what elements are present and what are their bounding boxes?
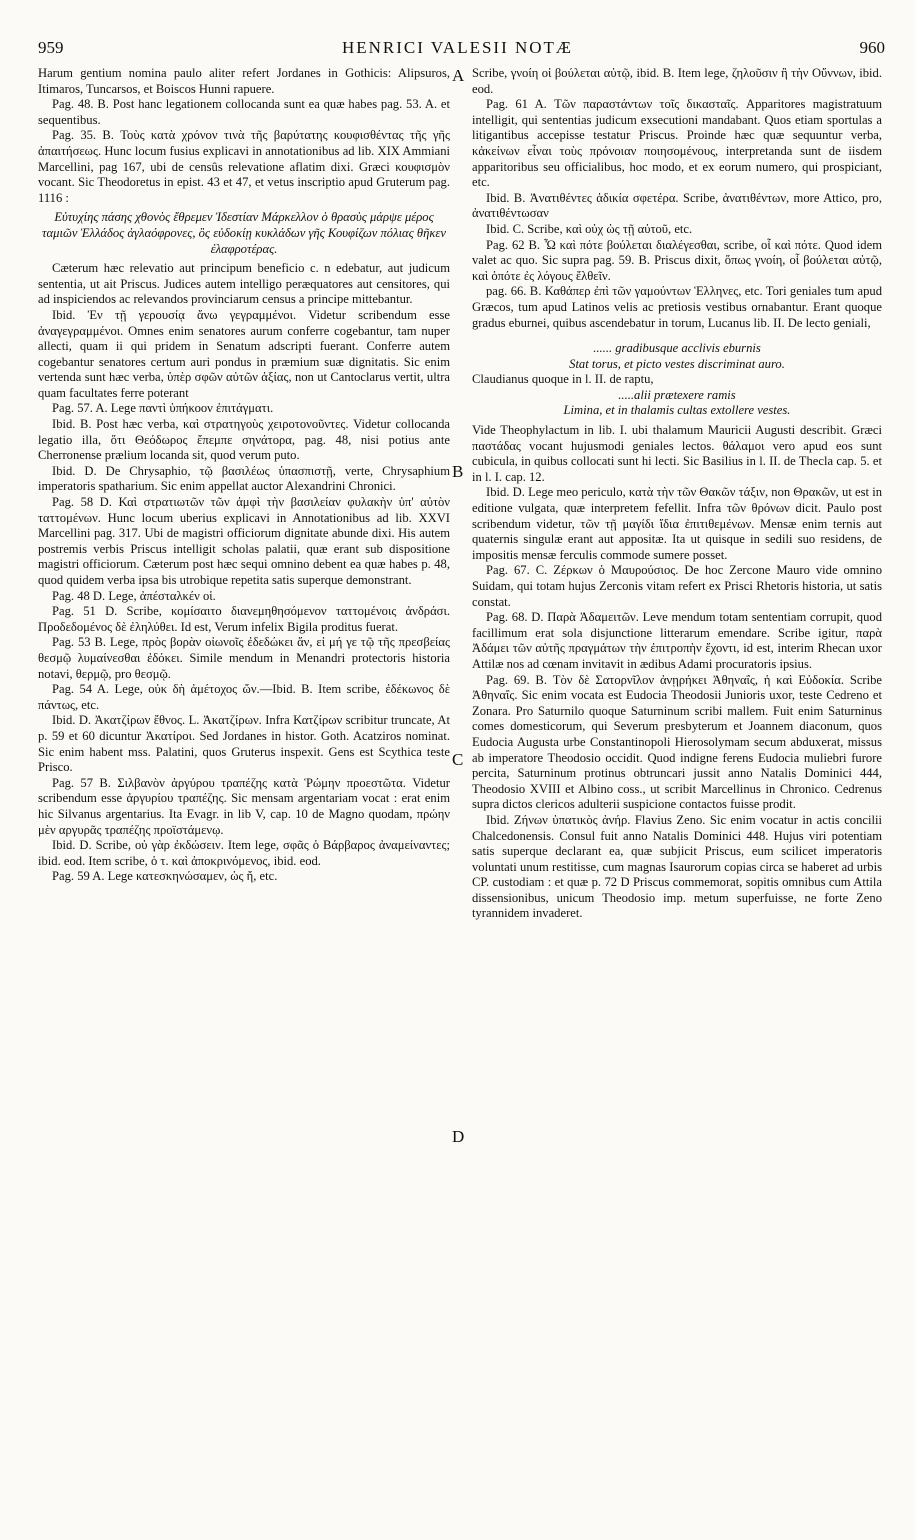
note-paragraph: Ibid. D. Lege meo periculo, κατὰ τὴν τῶν Θακῶν τάξιν, non Θρακῶν, ut est in editione vulgata, quæ interpretem fefellit. Infra τῶν θρόνων dicit. Paulo post scribendum videtur, τῶν τῇ μαγίδι ἴδια ἐπιτιθεμένων. Mensæ enim ternis aut quaternis singulæ erant aut appositæ. Ita ut quisque in sedili suo residens, de impositis mensæ ferculis commode sumere posset. [472,485,882,562]
note-paragraph: Ibid. C. Scribe, καὶ οὐχ ὡς τῇ αὐτοῦ, etc. [486,221,693,236]
verse-line: Stat torus, et picto vestes discriminat auro. [569,356,785,371]
margin-letter-b: B [452,462,464,481]
note-paragraph: Ibid. Ἐν τῇ γερουσίᾳ ἄνω γεγραμμένοι. Videtur scribendum esse ἀναγεγραμμένοι. Omnes enim senatores aurum conferre cogebantur, tam nuper allecti, quam ii qui pridem in Senatum adscripti fuerant. Conferre autem cogebantur senatores certum auri pondus in præmium suæ dignitatis. Sic enim vertenda sunt hæc verba, ὑπὲρ σφῶν αὐτῶν ἀξίας, non ut Cantoclarus vertit, ultra quam facultates ferre poterant [38,307,450,400]
note-paragraph: Pag. 57. A. Lege παντὶ ὑπήκοον ἐπιτάγματι. [52,401,274,416]
note-paragraph: Pag. 51 D. Scribe, κομίσαιτο διανεμηθησόμενον ταττομένοις ἀνδράσι. Προδεδομένος δὲ ἐληλύθει. Id est, Verum infelix Bigila proditus fuerat. [38,604,450,634]
note-paragraph: Pag. 59 A. Lege κατεσκηνώσαμεν, ὡς ἤ, etc. [52,869,278,884]
note-paragraph: Pag. 58 D. Καὶ στρατιωτῶν τῶν ἀμφὶ τὴν βασιλείαν φυλακὴν ὑπ' αὐτὸν ταττομένων. Hunc locum uberius explicavi in Annotationibus ad lib. XXVI Marcellini pag. 317. Ubi de magistri officiorum dignitate abunde dixi. His autem postremis verbis Priscus intelligit scholas palatii, quæ erant sub dispositione magistri officiorum. Cæterum post hæc sequi omnino debent ea quæ habes p. 48, quod quidem verba ipsa bis utrobique repetita satis superque demonstrant. [38,495,450,587]
note-paragraph: Pag. 48 D. Lege, ἀπέσταλκέν οἱ. [52,588,216,603]
margin-letter-a: A [452,66,465,85]
verse-line: .....alii prætexere ramis [618,387,736,402]
margin-letter-d: D [452,1127,465,1146]
note-paragraph: Pag. 48. B. Post hanc legationem collocanda sunt ea quæ habes pag. 53. A. et sequentibus. [38,97,450,127]
running-title: HENRICI VALESII NOTÆ [341,38,574,57]
note-paragraph: Pag. 62 B. Ὦ καὶ πότε βούλεται διαλέγεσθαι, scribe, οἷ καὶ πότε. Quod idem valet ac quo. Sic supra pag. 59. B. Priscus dixit, ὅπως γνοίη, οἷ βούλεται αὐτῷ, καὶ ὁπότε ἐς λόγους ἔλθεῖν. [472,237,882,283]
page-number-left: 959 [38,38,64,57]
margin-letter-c: C [452,750,464,769]
running-header [0,38,915,62]
note-paragraph: Pag. 68. D. Παρὰ Ἀδαμειτῶν. Leve mendum totam sententiam corrupit, quod facillimum erat sola disjunctione litterarum emendare. Scribe igitur, παρὰ Ἀδάμει τῶν αὐτῆς πραγμάτων τὴν ἐπιτροπὴν ἔχοντι, id est, interim Rhecan uxor Attilæ nos ad cœnam invitavit in ædibus Adami procuratoris ipsius. [472,610,882,671]
right-column [472,66,882,922]
note-paragraph: Ibid. D. De Chrysaphio, τῷ βασιλέως ὑπασπιστῇ, verte, Chrysaphium imperatoris spatharium. Sic enim appellat auctor Alexandrini Chronici. [38,463,450,494]
note-paragraph: pag. 66. B. Καθάπερ ἐπὶ τῶν γαμούντων Ἑλληνες, etc. Tori geniales tum apud Græcos, tum apud Latinos velis ac pretiosis vestibus ornabantur. Erant quoque gradus eburnei, quibus ascendebatur in torum, Lucanus lib. II. De lecto geniali, [472,284,882,330]
note-paragraph: Ibid. Ζήνων ὑπατικὸς ἀνήρ. Flavius Zeno. Sic enim vocatur in actis concilii Chalcedonensis. Consul fuit anno Natalis Dominici 448. Hujus viri potentiam satis superque declarant ea, quæ subjicit Priscus, eum scilicet imperatoris voluntati unum restitisse, cum magnas Isaurorum copias circa se haberet ad urbis CP. custodiam : et quæ p. 72 D Priscus commemorat, sopitis omnibus cum Attila dissensionibus, unicum Theodosio imp. metum superfuisse, ne forte Zeno tyrannidem invaderet. [472,812,882,921]
verse-line: Limina, et in thalamis cultas extollere vestes. [563,403,791,418]
verse-connector: Claudianus quoque in l. II. de raptu, [472,372,654,387]
note-paragraph: Pag. 57 B. Σιλβανὸν ἀργύρου τραπέζης κατὰ Ῥώμην προεστῶτα. Videtur scribendum esse ἀργυρίου τραπέζης. Sic mensam argentariam vocat : erat enim hic Silvanus argentarius. Ita Evagr. in lib V, cap. 10 de Magno quodam, πρώην μὲν αργυρᾶς τραπέζης προϊστάμενῳ. [38,775,450,837]
note-paragraph: Pag. 53 B. Lege, πρὸς βορὰν οἰωνοῖς ἐδεδώκει ἄν, εἰ μή γε τῷ τῆς πρεσβείας θεσμῷ λυμαίνεσθαι ἐδόκει. Simile mendum in Menandri protectoris historia notavi, θερμῷ, pro θεσμῷ. [38,635,450,681]
note-paragraph: Pag. 69. B. Τὸν δὲ Σατορνῖλον ἀνῃρήκει Ἀθηναΐς, ἡ καὶ Εὐδοκία. Scribe Ἀθηναΐς. Sic enim vocata est Eudocia Theodosii Junioris uxor, teste Cedreno et Zonara. Pro Saturnilo quoque Saturninum scribi mallem. Fuit enim Saturninus comes domesticorum, qui Severum presbyterum et Joannem diaconum, quos Eudocia Augusta urbe Constantinopoli Hierosolymam secum abduxerat, missus ab imperatore Theodosio occidit. Quod indigne ferens Eudocia muliebri furore percita, Saturninum protinus obtruncari jussit anno Natalis Dominici 444, Theodosio XVIII et Albino coss., ut scribit Marcellinus in Chronico. Cedrenus supra dictos clericos adulterii suspicione contactos fuisse prodit. [472,672,882,812]
note-paragraph: Ibid. D. Scribe, οὐ γὰρ ἐκδώσειν. Item lege, σφᾶς ὁ Βάρβαρος ἀναμείναντες; ibid. eod. Item scribe, ὁ τ. καὶ ἀποκρινόμενος, ibid. eod. [38,838,450,868]
note-paragraph: Vide Theophylactum in lib. I. ubi thalamum Mauricii Augusti describit. Græci παστάδας vocant hujusmodi geniales lectos. θάλαμοι vero apud eos sunt cubicula, in quibus collocati sunt hi lecti. Sic Basilius in l. II. de Thecla cap. 5. et in l. I. cap. 12. [472,423,882,484]
note-paragraph: Pag. 35. B. Τοὺς κατὰ χρόνον τινὰ τῆς βαρύτατης κουφισθέντας τῆς γῆς ἀπαιτήσεως. Hunc locum fusius explicavi in annotationibus ad lib. XIX Ammiani Marcellini, pag 167, ubi de censûs relevatione aflatim dixi. Græci κουφισμὸν vocant. Sic Theodoretus in epist. 43 et 47, et vetus inscriptio apud Gruterum pag. 1116 : [38,128,450,205]
note-paragraph: Pag. 61 A. Τῶν παραστάντων τοῖς δικασταῖς. Apparitores magistratuum intelligit, qui sententias judicum exsecutioni mandabant. Quos etiam sportulas a litigantibus accepisse testatur Priscus. Proinde hæc quæ sequuntur verba, κἀκείνων εἶναι τοὺς πρόνοιαν ποιησομένους, interpretanda sunt de iisdem apparitoribus seu officialibus, hoc modo, et ex eorum numero, qui prospiciant, etc. [472,97,882,190]
note-paragraph: Cæterum hæc relevatio aut principum beneficio c. n edebatur, aut judicum sententia, ut ait Priscus. Judices autem intelligo peræquatores aut censitores, qui ad inspiciendos ac relevandos provinciarum census a principe mittebantur. [38,261,450,307]
note-paragraph: Pag. 67. C. Ζέρκων ὁ Μαυρούσιος. De hoc Zercone Mauro vide omnino Suidam, qui totam hujus Zerconis vitam refert ex Prisci Rhetoris historia, ut satis constat. [472,563,882,609]
note-paragraph: Scribe, γνοίη οἱ βούλεται αὐτῷ, ibid. B. Item lege, ζηλοῦσιν ἢ τὴν Οὔννων, ibid. eod. [472,66,882,96]
greek-inscription: Εὐτυχίης πάσης χθονὸς ἔθρεμεν Ἰδεστίαν Μάρκελλον ὁ θρασὺς μάρψε μέρος ταμιῶν Ἑλλάδος ἀγλαόφρονες, ὃς εὐδοκίῃ κυκλάδων γῆς Κουφίζων πόλιας θῆκεν ἐλαφροτέρας. [42,210,446,256]
verse-line: ...... gradibusque acclivis eburnis [593,341,761,356]
note-paragraph: Harum gentium nomina paulo aliter refert Jordanes in Gothicis: Alipsuros, Itimaros, Tuncarsos, et Boiscos Hunni rapuere. [38,66,450,96]
note-paragraph: Ibid. B. Post hæc verba, καὶ στρατηγοὺς χειροτονοῦντες. Videtur collocanda legatio illa, ὅτι Θεόδωρος ἔπεμπε σηνάτορα, pag. 48, nisi potius ante Cherronense prælium locanda sit, quod verum puto. [38,417,450,463]
note-paragraph: Pag. 54 A. Lege, οὐκ δὴ ἀμέτοχος ὤν.—Ibid. B. Item scribe, ἐδέκωνος δὲ πάντως, etc. [38,682,450,712]
page-number-right: 960 [859,38,885,57]
left-column [38,66,450,885]
note-paragraph: Ibid. B. Ἀνατιθέντες ἀδικία σφετέρα. Scribe, ἀνατιθέντων, more Attico, pro, ἀνατιθέντωσαν [472,190,882,221]
note-paragraph: Ibid. D. Ἀκατζίρων ἔθνος. L. Ἀκατζίρων. Infra Κατζίρων scribitur truncate, At p. 59 et 60 dicuntur Ἀκατίροι. Sed Jordanes in histor. Goth. Acatziros nominat. Sic enim habent mss. Palatini, quos Gruterus inspexit. Gens est Scythica teste Prisco. [38,713,450,775]
